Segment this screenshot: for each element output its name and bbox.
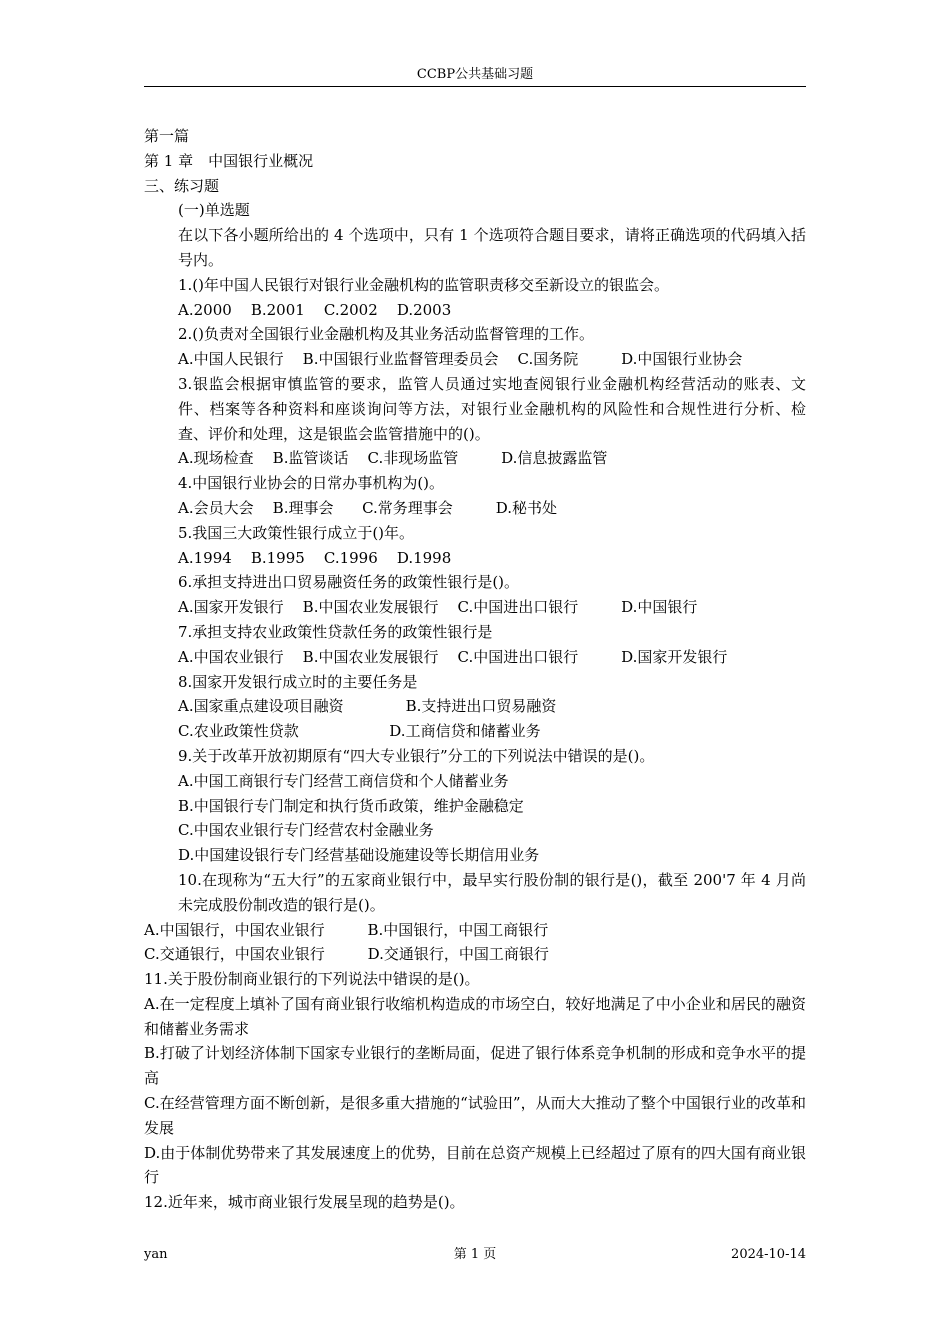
section-heading: 三、练习题: [144, 176, 220, 195]
question-1-options: A.2000 B.2001 C.2002 D.2003: [178, 300, 452, 319]
question-8: 8.国家开发银行成立时的主要任务是: [178, 672, 418, 691]
question-10-options-ab: A.中国银行，中国农业银行 B.中国银行，中国工商银行: [144, 920, 549, 939]
question-7: 7.承担支持农业政策性贷款任务的政策性银行是: [178, 622, 493, 641]
question-1: 1.()年中国人民银行对银行业金融机构的监管职责移交至新设立的银监会。: [178, 275, 670, 294]
footer-author: yan: [144, 1247, 168, 1262]
question-8-options-ab: A.国家重点建设项目融资 B.支持进出口贸易融资: [178, 697, 557, 716]
question-6-options: A.国家开发银行 B.中国农业发展银行 C.中国进出口银行 D.中国银行: [178, 598, 698, 617]
question-8-options-cd: C.农业政策性贷款 D.工商信贷和储蓄业务: [178, 722, 541, 741]
question-10-options-cd: C.交通银行，中国农业银行 D.交通银行，中国工商银行: [144, 945, 549, 964]
subsection-heading: (一)单选题: [178, 201, 250, 220]
question-12: 12.近年来，城市商业银行发展呈现的趋势是()。: [144, 1193, 465, 1212]
page-footer: [144, 1246, 806, 1266]
question-7-options: A.中国农业银行 B.中国农业发展银行 C.中国进出口银行 D.国家开发银行: [178, 647, 728, 666]
question-10: 10.在现称为“五大行”的五家商业银行中，最早实行股份制的银行是()，截至 200'7 年 4 月尚未完成股份制改造的银行是()。: [178, 870, 806, 914]
question-2: 2.()负责对全国银行业金融机构及其业务活动监督管理的工作。: [178, 325, 595, 344]
question-3-options: A.现场检查 B.监管谈话 C.非现场监管 D.信息披露监管: [178, 449, 608, 468]
page-header: CCBP公共基础习题: [416, 67, 534, 82]
question-5: 5.我国三大政策性银行成立于()年。: [178, 523, 415, 542]
question-9-option-d: D.中国建设银行专门经营基础设施建设等长期信用业务: [178, 846, 540, 865]
question-5-options: A.1994 B.1995 C.1996 D.1998: [178, 548, 452, 567]
question-4: 4.中国银行业协会的日常办事机构为()。: [178, 474, 445, 493]
question-3: 3.银监会根据审慎监管的要求，监管人员通过实地查阅银行业金融机构经营活动的账表、文件、档案等各种资料和座谈询问等方法，对银行业金融机构的风险性和合规性进行分析、检查、评价和处理，这是银监会监管措施中的()。: [178, 374, 806, 443]
chapter-heading: 第 1 章 中国银行业概况: [144, 151, 314, 170]
question-9-option-b: B.中国银行专门制定和执行货币政策，维护金融稳定: [178, 796, 524, 815]
question-9-option-a: A.中国工商银行专门经营工商信贷和个人储蓄业务: [178, 771, 509, 790]
part-heading: 第一篇: [144, 127, 190, 145]
question-9-option-c: C.中国农业银行专门经营农村金融业务: [178, 821, 434, 840]
question-9: 9.关于改革开放初期原有“四大专业银行”分工的下列说法中错误的是()。: [178, 746, 655, 765]
footer-page-number: 第 1 页: [453, 1247, 497, 1262]
question-4-options: A.会员大会 B.理事会 C.常务理事会 D.秘书处: [178, 498, 557, 517]
question-11-option-d: D.由于体制优势带来了其发展速度上的优势，目前在总资产规模上已经超过了原有的四大国有商业银行: [144, 1143, 806, 1187]
question-11-option-b: B.打破了计划经济体制下国家专业银行的垄断局面，促进了银行体系竞争机制的形成和竞争水平的提高: [144, 1044, 806, 1088]
question-11-option-a: A.在一定程度上填补了国有商业银行收缩机构造成的市场空白，较好地满足了中小企业和居民的融资和储蓄业务需求: [144, 994, 806, 1038]
question-11-option-c: C.在经营管理方面不断创新，是很多重大措施的“试验田”，从而大大推动了整个中国银行业的改革和发展: [144, 1094, 806, 1137]
question-11: 11.关于股份制商业银行的下列说法中错误的是()。: [144, 970, 480, 989]
question-2-options: A.中国人民银行 B.中国银行业监督管理委员会 C.国务院 D.中国银行业协会: [178, 350, 743, 369]
instructions: 在以下各小题所给出的 4 个选项中，只有 1 个选项符合题目要求，请将正确选项的代码填入括号内。: [178, 226, 806, 269]
question-6: 6.承担支持进出口贸易融资任务的政策性银行是()。: [178, 573, 520, 592]
document-body: [144, 124, 806, 1215]
header-divider: [144, 86, 806, 87]
footer-date: 2024-10-14: [731, 1247, 806, 1262]
